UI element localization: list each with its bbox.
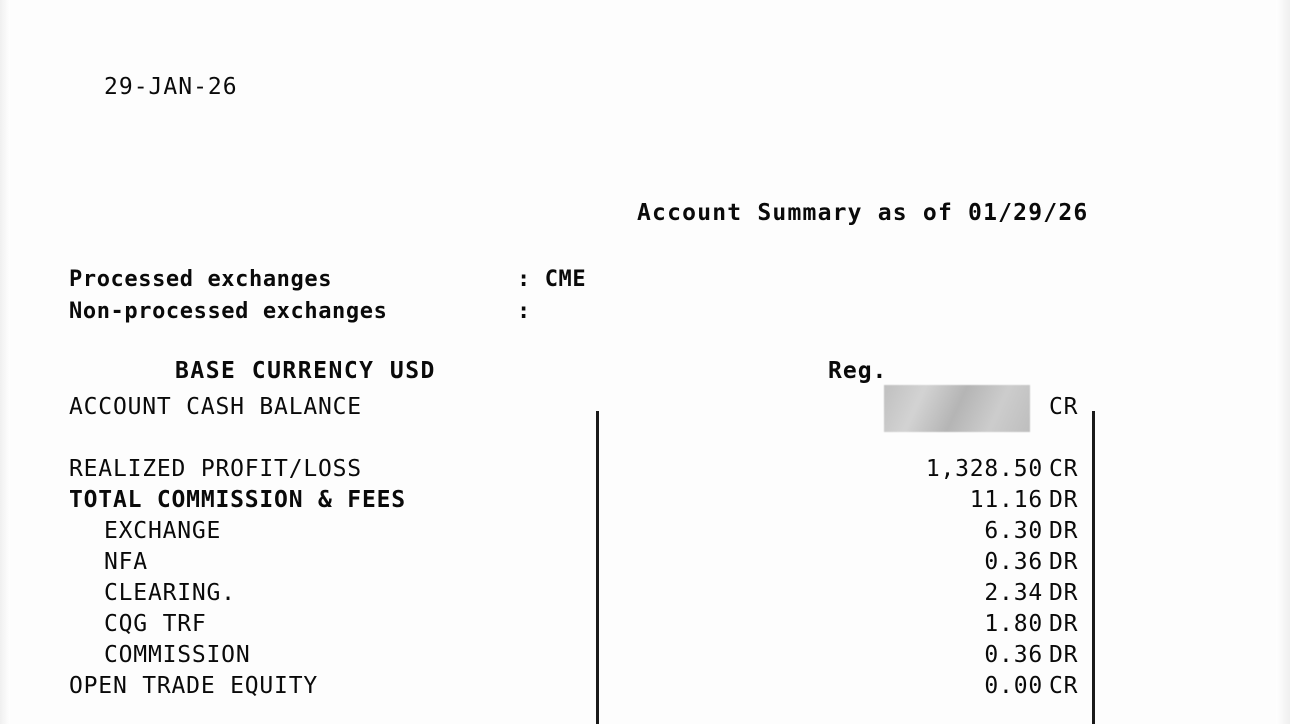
row-label: REALIZED PROFIT/LOSS (69, 456, 362, 482)
row-amount: 1,328.50 (925, 456, 1043, 482)
row-label: TOTAL COMMISSION & FEES (69, 487, 406, 513)
row-debit-credit: CR (1049, 394, 1079, 420)
nonprocessed-exchanges-value: : (517, 299, 531, 324)
page-left-edge (0, 0, 10, 724)
exchange-info (69, 264, 586, 328)
table-row (69, 640, 1099, 671)
row-amount: 0.36 (984, 642, 1043, 668)
processed-exchanges-value: : CME (517, 267, 587, 292)
row-amount: 2.34 (984, 580, 1043, 606)
row-label: CLEARING. (104, 580, 236, 606)
row-label: EXCHANGE (104, 518, 222, 544)
row-amount: 11.16 (969, 487, 1043, 513)
table-row (69, 671, 1099, 702)
page-title: Account Summary as of 01/29/26 (637, 200, 1089, 226)
row-debit-credit: CR (1049, 456, 1079, 482)
processed-exchanges-label: Processed exchanges (69, 267, 333, 292)
table-row (69, 454, 1099, 485)
row-amount: 6.30 (984, 518, 1043, 544)
table-row (69, 609, 1099, 640)
row-debit-credit: DR (1049, 487, 1079, 513)
row-amount: 0.00 (984, 673, 1043, 699)
row-label: CQG TRF (104, 611, 207, 637)
reg-column-header: Reg. (828, 358, 888, 384)
nonprocessed-exchanges-label: Non-processed exchanges (69, 299, 388, 324)
nonprocessed-exchanges-line (69, 296, 586, 328)
row-debit-credit: DR (1049, 611, 1079, 637)
processed-exchanges-line (69, 264, 586, 296)
table-row (69, 547, 1099, 578)
table-row (69, 578, 1099, 609)
statement-date: 29-JAN-26 (104, 74, 238, 100)
page-right-edge (1276, 0, 1290, 724)
row-label: OPEN TRADE EQUITY (69, 673, 319, 699)
table-row (69, 485, 1099, 516)
row-label: ACCOUNT CASH BALANCE (69, 394, 362, 420)
row-amount: 1.80 (984, 611, 1043, 637)
table-row (69, 516, 1099, 547)
row-debit-credit: DR (1049, 549, 1079, 575)
row-debit-credit: CR (1049, 673, 1079, 699)
base-currency-heading: BASE CURRENCY USD (175, 358, 436, 384)
row-debit-credit: DR (1049, 518, 1079, 544)
redacted-cash-balance (884, 385, 1030, 432)
row-debit-credit: DR (1049, 642, 1079, 668)
summary-table (69, 392, 1099, 702)
row-debit-credit: DR (1049, 580, 1079, 606)
row-label: COMMISSION (104, 642, 251, 668)
row-amount: 0.36 (984, 549, 1043, 575)
row-label: NFA (104, 549, 148, 575)
